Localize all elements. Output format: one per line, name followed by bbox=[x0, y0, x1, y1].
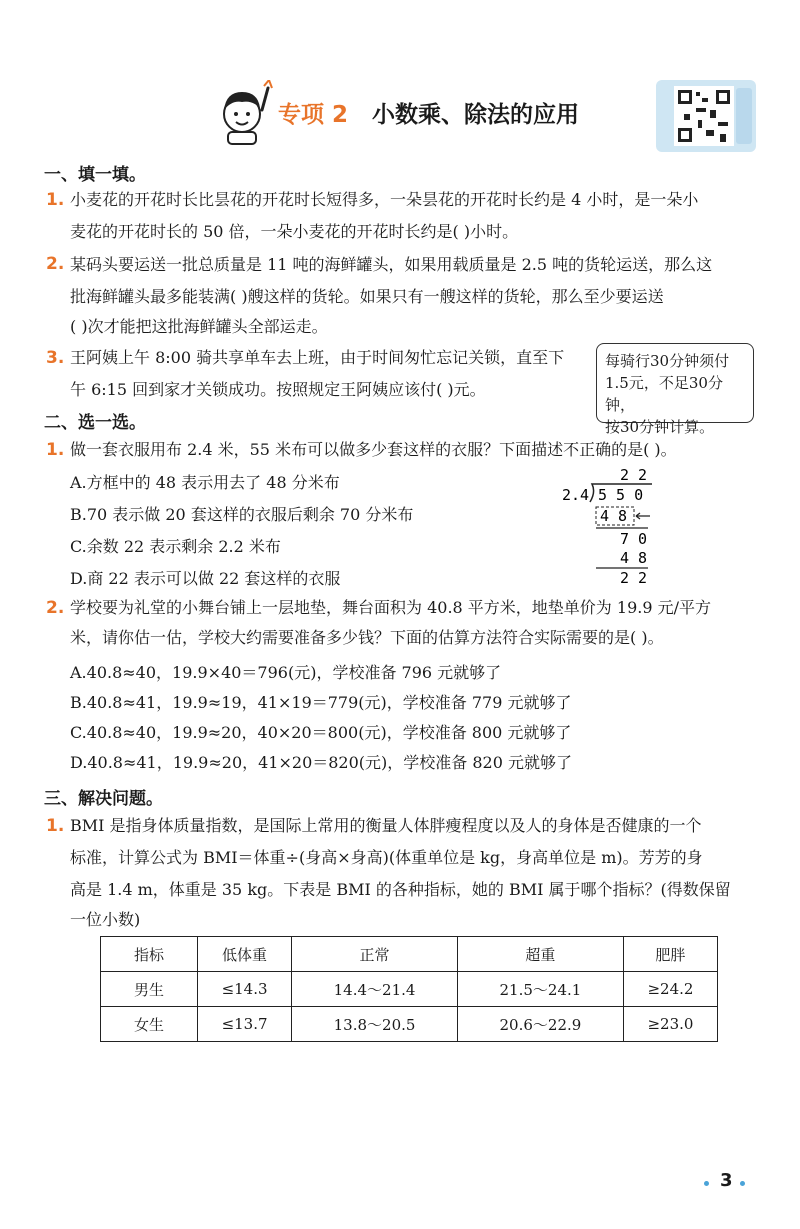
table-cell: 14.4～21.4 bbox=[292, 972, 458, 1007]
table-cell: ≥24.2 bbox=[623, 972, 717, 1007]
table-row bbox=[101, 1007, 718, 1042]
question-text-line: 做一套衣服用布 2.4 米，55 米布可以做多少套这样的衣服？下面描述不正确的是( )。 bbox=[70, 440, 677, 459]
division-remainder2: 2 2 bbox=[620, 569, 648, 586]
table-cell: ≥23.0 bbox=[623, 1007, 717, 1042]
division-step1: 4 8 bbox=[600, 507, 628, 525]
division-divisor: 2.4 bbox=[562, 486, 590, 504]
question-text-line: 某码头要运送一批总质量是 11 吨的海鲜罐头，如果用载质量是 2.5 吨的货轮运送，那么这 bbox=[70, 255, 713, 274]
question-text-line: 小麦花的开花时长比昙花的开花时长短得多，一朵昙花的开花时长约是 4 小时，是一朵小 bbox=[70, 190, 699, 209]
question-number: 1. bbox=[46, 816, 65, 836]
boy-mascot-icon bbox=[212, 80, 274, 146]
page-header bbox=[212, 80, 632, 150]
table-header: 低体重 bbox=[198, 937, 292, 972]
arrow-icon bbox=[636, 513, 650, 519]
section-fill-in: 一、填一填。 bbox=[44, 165, 146, 185]
question-text-line: ( )次才能把这批海鲜罐头全部运走。 bbox=[70, 317, 328, 336]
table-cell: 男生 bbox=[101, 972, 198, 1007]
section-solve-problems: 三、解决问题。 bbox=[44, 789, 163, 809]
topic-number: 专项 2 bbox=[278, 102, 349, 128]
table-cell: ≤14.3 bbox=[198, 972, 292, 1007]
question-text-line: 午 6:15 回到家才关锁成功。按照规定王阿姨应该付( )元。 bbox=[70, 380, 486, 399]
table-header-row bbox=[101, 937, 718, 972]
decor-dot-icon bbox=[704, 1181, 709, 1186]
question-text-line: BMI 是指身体质量指数，是国际上常用的衡量人体胖瘦程度以及人的身体是否健康的一个 bbox=[70, 816, 702, 835]
long-division-diagram bbox=[560, 462, 670, 586]
question-text-line: 王阿姨上午 8:00 骑共享单车去上班，由于时间匆忙忘记关锁，直至下 bbox=[70, 348, 565, 367]
division-remainder1: 7 0 bbox=[620, 530, 648, 548]
question-text-line: 米，请你估一估，学校大约需要准备多少钱？下面的估算方法符合实际需要的是( )。 bbox=[70, 628, 664, 647]
table-header: 超重 bbox=[457, 937, 623, 972]
table-cell: 20.6～22.9 bbox=[457, 1007, 623, 1042]
page-number: 3 bbox=[720, 1170, 733, 1191]
question-text-line: 高是 1.4 m，体重是 35 kg。下表是 BMI 的各种指标，她的 BMI 属于哪个指标？(得数保留 bbox=[70, 880, 731, 899]
question-number: 2. bbox=[46, 598, 65, 618]
section-multiple-choice: 二、选一选。 bbox=[44, 413, 146, 433]
table-header: 指标 bbox=[101, 937, 198, 972]
choice-option[interactable]: C.40.8≈40，19.9≈20，40×20＝800(元)，学校准备 800 元就够了 bbox=[70, 723, 572, 742]
topic-title: 小数乘、除法的应用 bbox=[372, 102, 579, 128]
question-number: 1. bbox=[46, 190, 65, 210]
question-number: 1. bbox=[46, 440, 65, 460]
question-text-line: 学校要为礼堂的小舞台铺上一层地垫，舞台面积为 40.8 平方米，地垫单价为 19.9 元/平方 bbox=[70, 598, 711, 617]
decor-dot-icon bbox=[740, 1181, 745, 1186]
table-row bbox=[101, 972, 718, 1007]
note-line: 按30分钟计算。 bbox=[605, 418, 715, 436]
bmi-table bbox=[100, 936, 718, 1042]
question-number: 3. bbox=[46, 348, 65, 368]
table-cell: 13.8～20.5 bbox=[292, 1007, 458, 1042]
question-number: 2. bbox=[46, 254, 65, 274]
question-text-line: 麦花的开花时长的 50 倍，一朵小麦花的开花时长约是( )小时。 bbox=[70, 222, 519, 241]
qr-code-icon[interactable] bbox=[656, 80, 756, 152]
table-cell: ≤13.7 bbox=[198, 1007, 292, 1042]
choice-option[interactable]: B.70 表示做 20 套这样的衣服后剩余 70 分米布 bbox=[70, 505, 414, 524]
question-text-line: 一位小数) bbox=[70, 910, 141, 929]
note-line: 1.5元，不足30分钟， bbox=[605, 374, 723, 414]
choice-option[interactable]: A.方框中的 48 表示用去了 48 分米布 bbox=[70, 473, 340, 492]
choice-option[interactable]: B.40.8≈41，19.9≈19，41×19＝779(元)，学校准备 779 元就够了 bbox=[70, 693, 572, 712]
table-header: 肥胖 bbox=[623, 937, 717, 972]
table-cell: 21.5～24.1 bbox=[457, 972, 623, 1007]
choice-option[interactable]: C.余数 22 表示剩余 2.2 米布 bbox=[70, 537, 281, 556]
division-dividend: 5 5 0 bbox=[598, 486, 644, 504]
choice-option[interactable]: A.40.8≈40，19.9×40＝796(元)，学校准备 796 元就够了 bbox=[70, 663, 502, 682]
rule-note-box bbox=[596, 343, 754, 436]
table-header: 正常 bbox=[292, 937, 458, 972]
table-cell: 女生 bbox=[101, 1007, 198, 1042]
question-text-line: 标准，计算公式为 BMI＝体重÷(身高×身高)(体重单位是 kg，身高单位是 m)。芳芳的身 bbox=[70, 848, 703, 867]
choice-option[interactable]: D.商 22 表示可以做 22 套这样的衣服 bbox=[70, 569, 341, 588]
division-quotient: 2 2 bbox=[620, 466, 648, 484]
choice-option[interactable]: D.40.8≈41，19.9≈20，41×20＝820(元)，学校准备 820 元就够了 bbox=[70, 753, 572, 772]
note-line: 每骑行30分钟须付 bbox=[605, 352, 730, 370]
division-step2: 4 8 bbox=[620, 549, 648, 567]
question-text-line: 批海鲜罐头最多能装满( )艘这样的货轮。如果只有一艘这样的货轮，那么至少要运送 bbox=[70, 287, 664, 306]
